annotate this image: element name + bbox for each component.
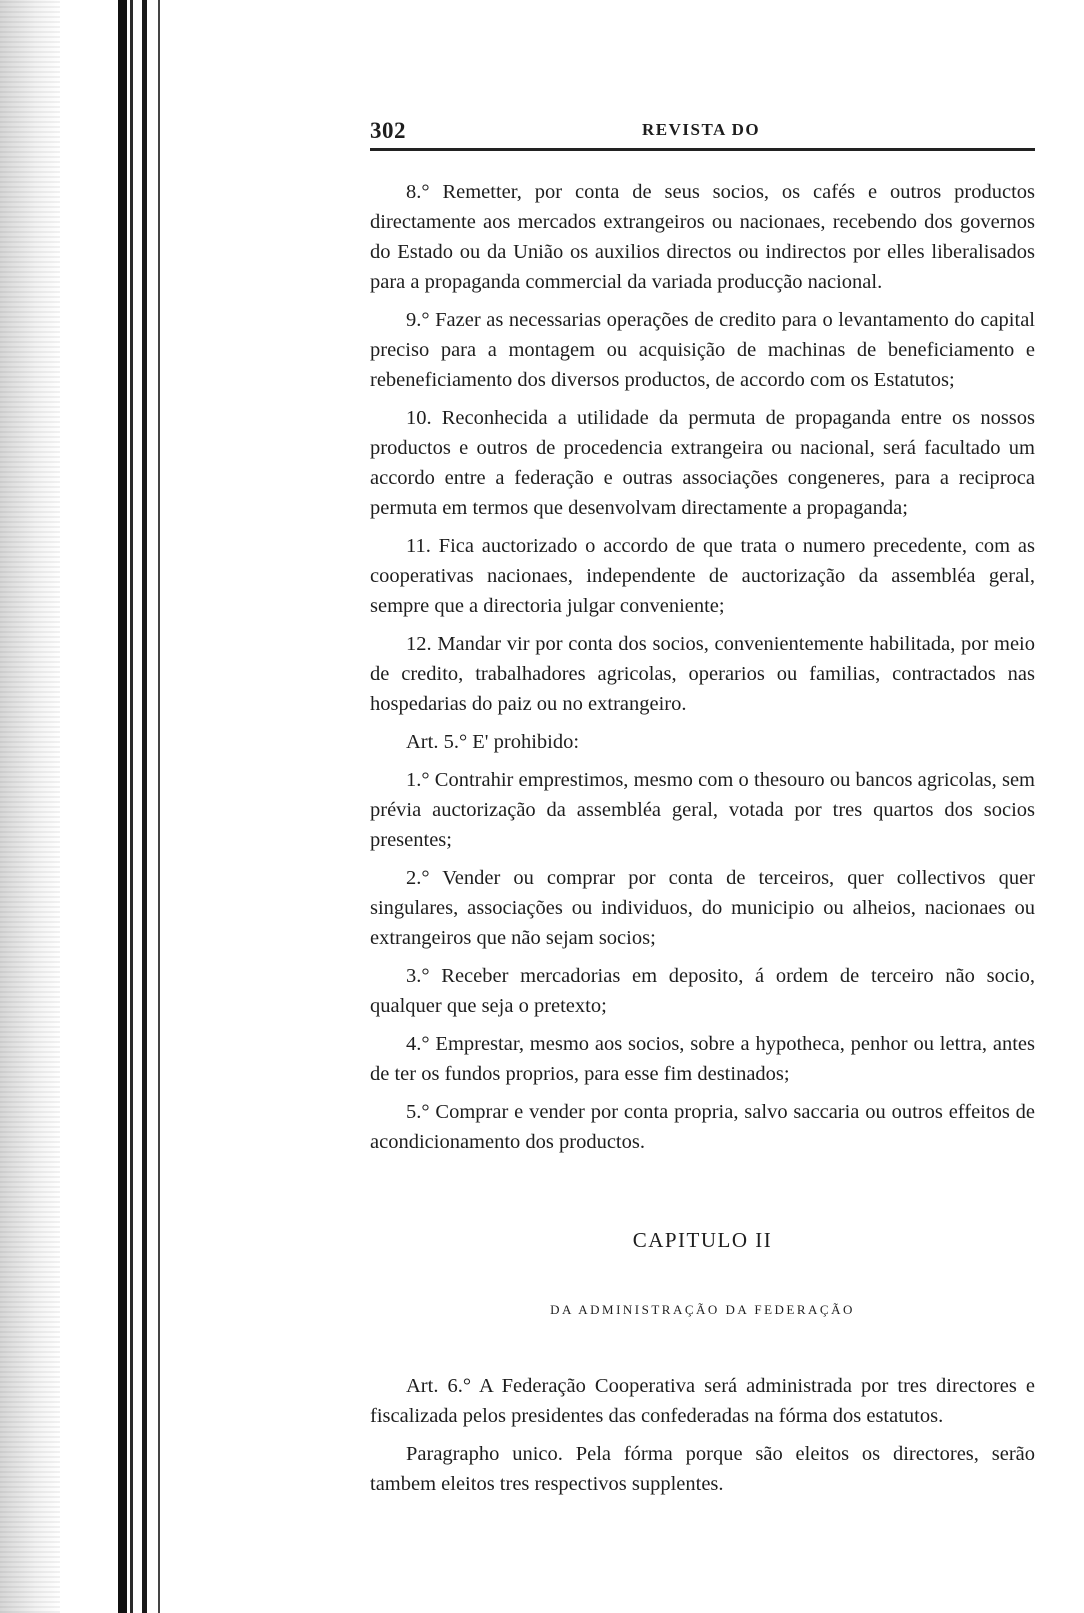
book-spine-shadow (130, 0, 133, 1613)
paragraph: 11. Fica auctorizado o accordo de que trata o numero precedente, com as cooperativas nacionaes, independente de auctorização da assembléa geral, sempre que a directoria julgar conveniente; (370, 535, 1035, 617)
book-spine-shadow (142, 0, 147, 1613)
paragraph: 4.° Emprestar, mesmo aos socios, sobre a hypotheca, penhor ou lettra, antes de ter os fundos proprios, para esse fim destinados; (370, 1033, 1035, 1085)
paragraph: Art. 6.° A Federação Cooperativa será administrada por tres directores e fiscalizada pelos presidentes das confederadas na fórma dos estatutos. (370, 1375, 1035, 1427)
article-heading: Art. 5.° E' prohibido: (406, 731, 580, 753)
paragraph: 8.° Remetter, por conta de seus socios, os cafés e outros productos directamente aos mercados extrangeiros ou nacionaes, recebendo dos governos do Estado ou da União os auxilios directos ou indirectos por elles liberalisados para a propaganda commercial da variada producção nacional. (370, 181, 1035, 293)
paragraph: 10. Reconhecida a utilidade da permuta de propaganda entre os nossos productos e outros de procedencia extrangeira ou nacional, será facultado um accordo entre a federação e outras associações congeneres, para a reciproca permuta em termos que desenvolvam directamente a propaganda; (370, 407, 1035, 519)
paragraph: 5.° Comprar e vender por conta propria, salvo saccaria ou outros effeitos de acondicionamento dos productos. (370, 1101, 1035, 1153)
scan-margin-noise (0, 0, 60, 1613)
page-body (370, 177, 1035, 1499)
paragraph: 2.° Vender ou comprar por conta de terceiros, quer collectivos quer singulares, associações ou individuos, do municipio ou alheios, nacionaes ou extrangeiros que não sejam socios; (370, 867, 1035, 949)
book-spine-shadow (118, 0, 127, 1613)
chapter-subtitle: DA ADMINISTRAÇÃO DA FEDERAÇÃO (550, 1302, 855, 1317)
paragraph: 1.° Contrahir emprestimos, mesmo com o thesouro ou bancos agricolas, sem prévia auctorização da assembléa geral, votada por tres quartos dos socios presentes; (370, 769, 1035, 851)
document-page (370, 110, 1035, 1507)
chapter-title: CAPITULO II (632, 1228, 773, 1252)
page-header (370, 110, 1035, 151)
book-spine-shadow (158, 0, 160, 1613)
paragraph: 9.° Fazer as necessarias operações de credito para o levantamento do capital preciso para a montagem ou acquisição de machinas de beneficiamento e rebeneficiamento dos diversos productos, de accordo com os Estatutos; (370, 309, 1035, 391)
paragraph: 3.° Receber mercadorias em deposito, á ordem de terceiro não socio, qualquer que seja o pretexto; (370, 965, 1035, 1017)
page-number: 302 (370, 118, 406, 143)
paragraph: Paragrapho unico. Pela fórma porque são eleitos os directores, serão tambem eleitos tres respectivos supplentes. (370, 1443, 1035, 1495)
running-head: REVISTA DO (642, 120, 761, 139)
paragraph: 12. Mandar vir por conta dos socios, convenientemente habilitada, por meio de credito, trabalhadores agricolas, operarios ou familias, contractados nas hospedarias do paiz ou no extrangeiro. (370, 633, 1035, 715)
